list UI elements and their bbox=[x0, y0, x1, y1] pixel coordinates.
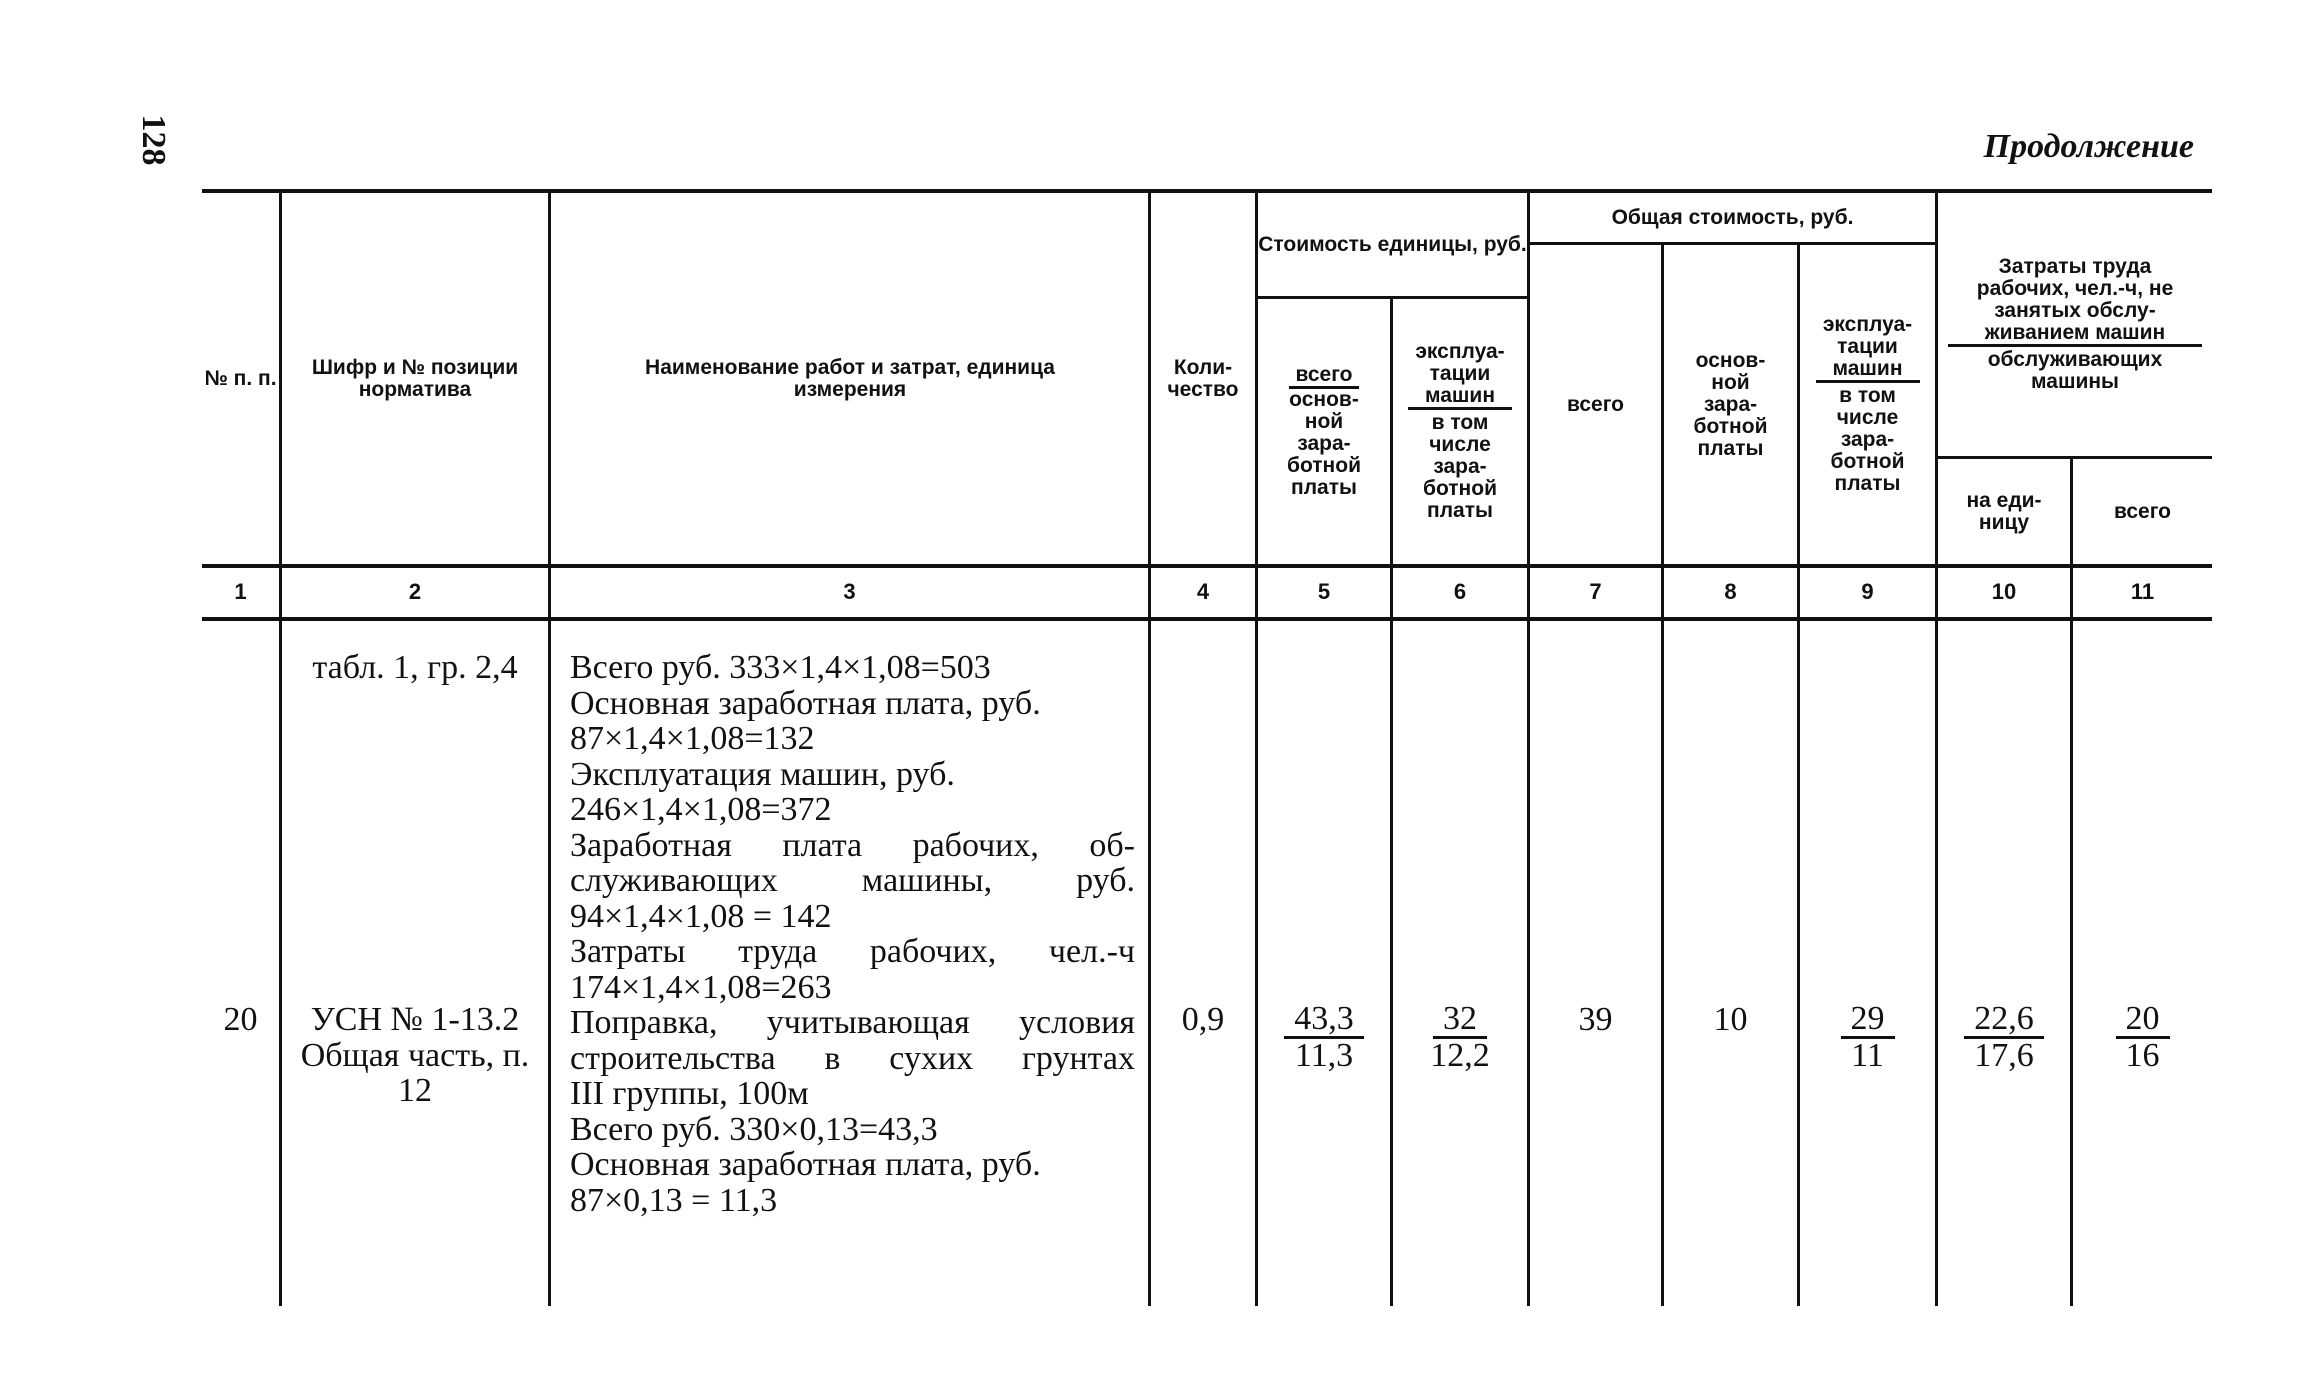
header-col8-text: основ- ной зара- ботной платы bbox=[1693, 348, 1768, 460]
column-number: 9 bbox=[1861, 579, 1874, 604]
description-line: Поправка, учитывающая условия bbox=[570, 1004, 1135, 1041]
description-line: Всего руб. 330×0,13=43,3 bbox=[570, 1110, 938, 1148]
description-line: 246×1,4×1,08=372 bbox=[570, 791, 832, 828]
header-col6-top: эксплуа- тации машин bbox=[1408, 341, 1512, 410]
row-description bbox=[570, 650, 1135, 1218]
header-quantity: Коли- чество bbox=[1167, 355, 1239, 401]
row-code-bottom: УСН № 1-13.2 Общая часть, п. 12 bbox=[300, 1001, 530, 1109]
header-col5 bbox=[1258, 299, 1390, 564]
description-line: 87×0,13 = 11,3 bbox=[570, 1181, 778, 1219]
header-col11: всего bbox=[2113, 499, 2172, 523]
continuation-label: Продолжение bbox=[1983, 128, 2194, 165]
column-number: 4 bbox=[1196, 579, 1210, 604]
row-quantity: 0,9 bbox=[1181, 1001, 1225, 1038]
column-number: 1 bbox=[234, 579, 247, 604]
labor-per-unit-workers: 22,6 bbox=[1964, 1002, 2044, 1039]
total-cost: 39 bbox=[1578, 1001, 1613, 1038]
unit-cost-total-fraction bbox=[1258, 1002, 1390, 1073]
total-wages: 10 bbox=[1713, 1001, 1748, 1038]
header-group-total-cost: Общая стоимость, руб. bbox=[1611, 205, 1854, 229]
description-line: Затраты труда рабочих, чел.-ч bbox=[570, 933, 1135, 970]
labor-total-workers: 20 bbox=[2116, 1002, 2170, 1039]
labor-per-unit-operators: 17,6 bbox=[1974, 1037, 2034, 1074]
total-machines: 29 bbox=[1841, 1002, 1895, 1039]
header-code: Шифр и № позиции норматива bbox=[311, 355, 519, 401]
column-number: 3 bbox=[843, 579, 856, 604]
header-col6 bbox=[1393, 299, 1527, 564]
header-col9-top: эксплуа- тации машин bbox=[1816, 314, 1920, 383]
header-col10-text: на еди- ницу bbox=[1966, 488, 2042, 534]
description-line: служивающих машины, руб. bbox=[570, 862, 1135, 899]
header-col6-bottom: в том числе зара- ботной платы bbox=[1423, 411, 1497, 522]
column-number: 6 bbox=[1453, 579, 1467, 604]
column-number: 10 bbox=[1991, 579, 2017, 604]
header-col8 bbox=[1664, 245, 1797, 564]
description-line: Всего руб. 333×1,4×1,08=503 bbox=[570, 649, 991, 686]
column-number: 8 bbox=[1724, 579, 1737, 604]
header-row-number: № п. п. bbox=[204, 366, 277, 390]
unit-cost-total: 43,3 bbox=[1284, 1002, 1364, 1039]
header-col5-top: всего bbox=[1289, 364, 1358, 389]
header-col9-bottom: в том числе зара- ботной платы bbox=[1830, 384, 1905, 495]
total-machine-wages: 11 bbox=[1851, 1037, 1884, 1074]
header-group-labor bbox=[1938, 193, 2212, 456]
header-col7: всего bbox=[1566, 392, 1625, 416]
labor-total-fraction bbox=[2073, 1002, 2212, 1073]
column-number: 7 bbox=[1589, 579, 1602, 604]
page-number: 128 bbox=[135, 114, 172, 166]
row-number: 20 bbox=[223, 1001, 258, 1038]
labor-per-unit-fraction bbox=[1938, 1002, 2070, 1073]
description-line: Заработная плата рабочих, об- bbox=[570, 826, 1135, 864]
unit-cost-wages: 11,3 bbox=[1294, 1037, 1354, 1074]
header-description: Наименование работ и затрат, единица измерения bbox=[645, 355, 1055, 401]
unit-cost-machines-fraction bbox=[1393, 1002, 1527, 1073]
description-line: 174×1,4×1,08=263 bbox=[570, 968, 832, 1006]
column-number: 2 bbox=[408, 579, 422, 604]
unit-cost-machines: 32 bbox=[1433, 1002, 1487, 1039]
header-col5-bottom: основ- ной зара- ботной платы bbox=[1287, 388, 1361, 499]
column-number: 5 bbox=[1317, 579, 1331, 604]
header-group-labor-bottom: обслуживающих машины bbox=[1987, 348, 2163, 393]
description-line: Эксплуатация машин, руб. bbox=[570, 755, 955, 793]
description-line: строительства в сухих грунтах bbox=[570, 1039, 1135, 1077]
unit-cost-machine-wages: 12,2 bbox=[1430, 1037, 1490, 1074]
description-line: Основная заработная плата, руб. bbox=[570, 684, 1041, 722]
total-machines-fraction bbox=[1800, 1002, 1935, 1073]
header-col10 bbox=[1938, 459, 2070, 564]
header-group-unit-cost: Стоимость единицы, руб. bbox=[1258, 232, 1527, 256]
description-line: 94×1,4×1,08 = 142 bbox=[570, 897, 832, 935]
description-line: 87×1,4×1,08=132 bbox=[570, 720, 815, 757]
column-number: 11 bbox=[2130, 579, 2155, 604]
description-line: Основная заработная плата, руб. bbox=[570, 1146, 1041, 1183]
header-group-labor-top: Затраты труда рабочих, чел.-ч, не занятых обслу- живанием машин bbox=[1948, 256, 2202, 347]
row-code-top: табл. 1, гр. 2,4 bbox=[312, 649, 518, 686]
header-col9 bbox=[1800, 245, 1935, 564]
labor-total-operators: 16 bbox=[2125, 1037, 2160, 1074]
description-line: III группы, 100м bbox=[570, 1075, 809, 1112]
